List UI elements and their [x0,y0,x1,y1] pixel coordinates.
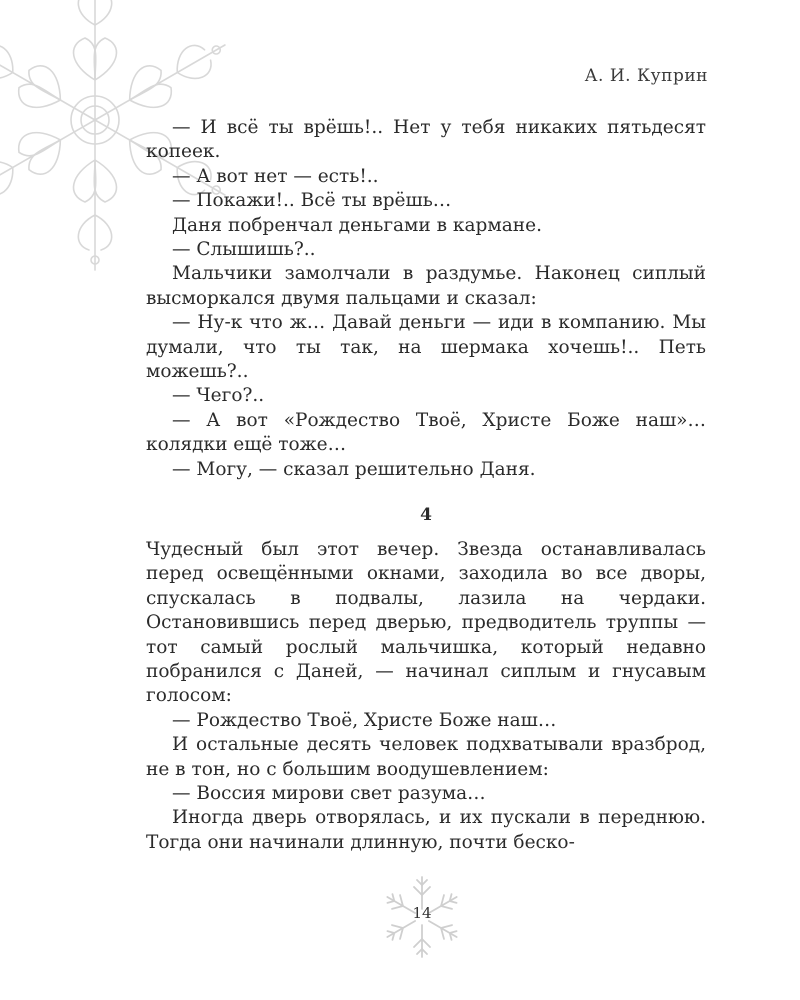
paragraph: Чудесный был этот вечер. Звезда останавливалась перед освещёнными окнами, заходила во все дворы, спускалась в подвалы, лазила на чердаки. Остановившись перед дверью, предводитель труппы — тот самый рослый мальчишка, который недавно побранился с Даней, — начинал сиплым и гнусавым голосом: [146,539,706,707]
paragraph: И остальные десять человек подхватывали вразброд, не в тон, но с большим воодушевлением: [146,734,706,780]
text-block-section-4 [146,538,706,855]
paragraph: — Слышишь?.. [172,239,316,261]
paragraph: Даня побренчал деньгами в кармане. [172,214,542,236]
page-number: 14 [412,904,432,922]
paragraph: — Чего?.. [172,385,265,407]
running-header-author: А. И. Куприн [584,66,708,86]
paragraph: — И всё ты врёшь!.. Нет у тебя никаких пятьдесят копеек. [146,117,706,163]
paragraph: — Ну-к что ж… Давай деньги — иди в компанию. Мы думали, что ты так, на шермака хочешь!.. Петь можешь?.. [146,312,706,383]
paragraph: — Воссия мирови свет разума… [172,783,486,805]
paragraph: — Рождество Твоё, Христе Боже наш… [172,709,557,731]
paragraph: — А вот нет — есть!.. [172,165,379,187]
paragraph: — Могу, — сказал решительно Даня. [172,458,536,480]
section-number: 4 [420,505,432,525]
page-footer [372,872,472,962]
paragraph: Мальчики замолчали в раздумье. Наконец сиплый высморкался двумя пальцами и сказал: [146,263,706,309]
paragraph: — А вот «Рождество Твоё, Христе Боже наш»… колядки ещё тоже… [146,409,706,456]
paragraph: — Покажи!.. Всё ты врёшь… [172,190,452,212]
text-block-dialogue [146,116,706,482]
paragraph: Иногда дверь отворялась, и их пускали в переднюю. Тогда они начинали длинную, почти беско- [146,807,706,853]
